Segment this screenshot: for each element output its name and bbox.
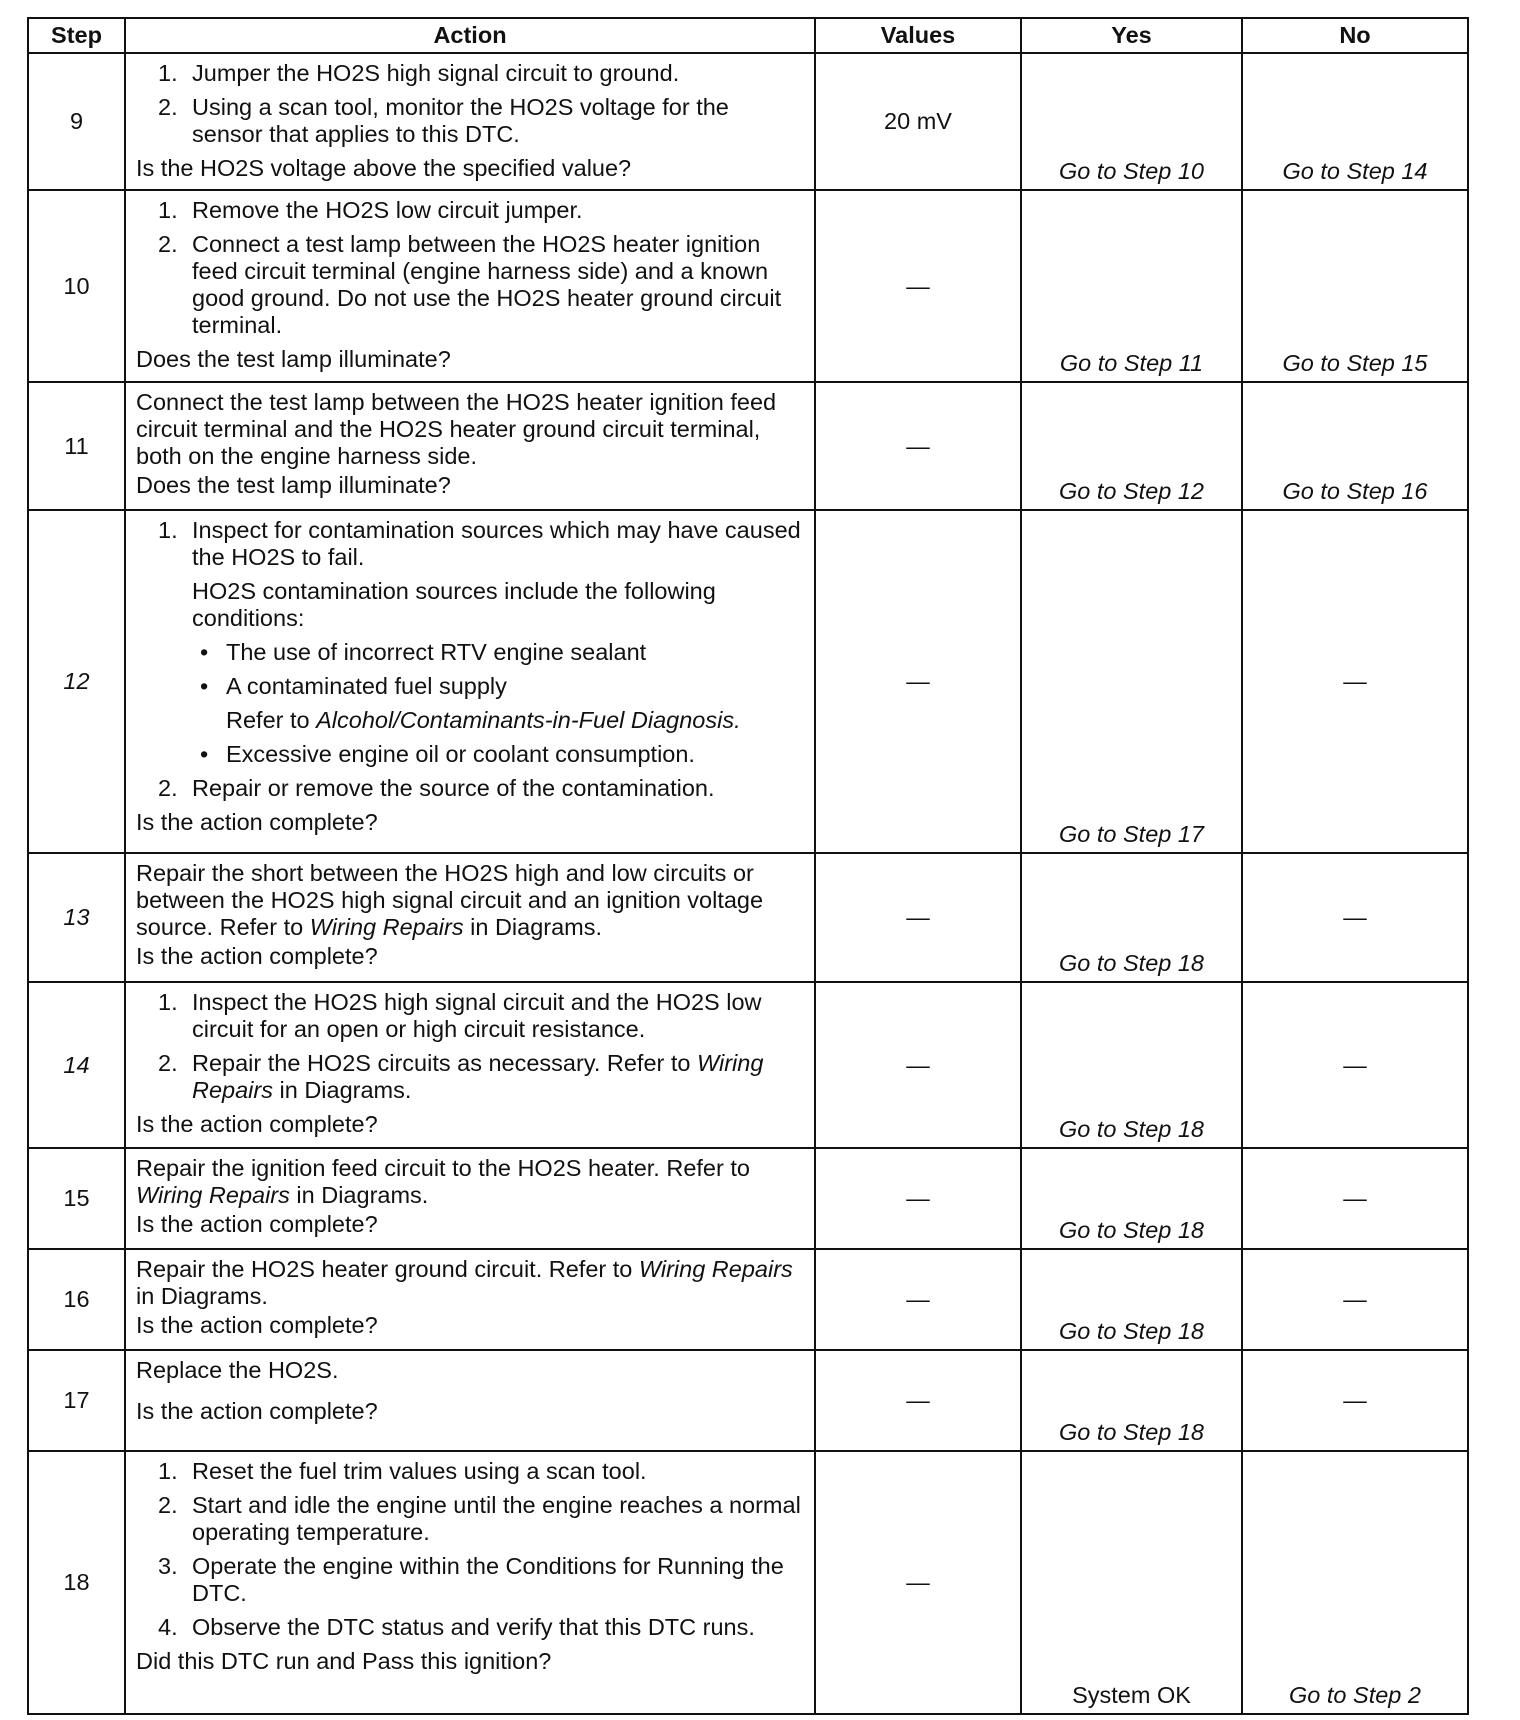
- yes-cell: Go to Step 17: [1021, 510, 1242, 853]
- question: Is the action complete?: [136, 1312, 378, 1338]
- step-number: 13: [28, 853, 125, 982]
- value-cell: —: [815, 510, 1021, 853]
- bullet-item: • A contaminated fuel supply: [200, 673, 507, 699]
- yes-cell: Go to Step 10: [1021, 53, 1242, 190]
- list-item: 2. Start and idle the engine until the engine reaches a normal operating temperature.: [158, 1492, 801, 1545]
- step-number: 15: [28, 1148, 125, 1249]
- wiring-repairs-link[interactable]: Wiring Repairs: [192, 1050, 764, 1103]
- table-row-step-9: [28, 53, 1468, 190]
- list-item: 4. Observe the DTC status and verify that this DTC runs.: [158, 1614, 755, 1640]
- question: Is the action complete?: [136, 1211, 378, 1237]
- step-number: 17: [28, 1350, 125, 1451]
- action-cell: [125, 982, 815, 1148]
- no-cell: —: [1242, 982, 1468, 1148]
- question: Is the action complete?: [136, 943, 378, 969]
- yes-cell: Go to Step 18: [1021, 1350, 1242, 1451]
- yes-cell: System OK: [1021, 1451, 1242, 1714]
- value-cell: —: [815, 853, 1021, 982]
- list-item: 1. Remove the HO2S low circuit jumper.: [158, 197, 583, 223]
- question: Is the action complete?: [136, 1398, 378, 1424]
- no-cell: —: [1242, 853, 1468, 982]
- no-cell: —: [1242, 1350, 1468, 1451]
- action-cell: [125, 853, 815, 982]
- value-cell: —: [815, 1249, 1021, 1350]
- question: Did this DTC run and Pass this ignition?: [136, 1648, 552, 1674]
- action-cell: [125, 1451, 815, 1714]
- action-cell: [125, 1148, 815, 1249]
- list-item: 1. Reset the fuel trim values using a scan tool.: [158, 1458, 647, 1484]
- step-number: 18: [28, 1451, 125, 1714]
- yes-cell: Go to Step 18: [1021, 982, 1242, 1148]
- sub-paragraph: HO2S contamination sources include the following conditions:: [192, 578, 716, 631]
- diagnostic-table: [27, 17, 1469, 1715]
- list-item: 2. Using a scan tool, monitor the HO2S voltage for the sensor that applies to this DTC.: [158, 94, 729, 147]
- table-row-step-15: [28, 1148, 1468, 1249]
- list-item: 1. Inspect for contamination sources which may have caused the HO2S to fail. HO2S contamination sources include the following conditions: • The use of incorrect RTV engine sealant • A contaminated fuel supply Refer to Alcohol/Contaminants-in-Fuel Diagnosis. • Excessive engine oil or coolant consumption.: [158, 517, 804, 768]
- header-values: Values: [815, 18, 1021, 53]
- question: Does the test lamp illuminate?: [136, 346, 451, 372]
- action-cell: [125, 382, 815, 510]
- header-row: [28, 18, 1468, 53]
- yes-cell: Go to Step 18: [1021, 1249, 1242, 1350]
- question: Is the action complete?: [136, 1111, 378, 1137]
- no-cell: Go to Step 16: [1242, 382, 1468, 510]
- action-text: Repair the ignition feed circuit to the HO2S heater. Refer to Wiring Repairs in Diagrams.: [136, 1155, 750, 1208]
- reference-line: Refer to Alcohol/Contaminants-in-Fuel Diagnosis.: [226, 707, 741, 733]
- step-number: 16: [28, 1249, 125, 1350]
- list-item: 2. Repair or remove the source of the contamination.: [158, 775, 715, 801]
- step-number: 10: [28, 190, 125, 382]
- value-cell: —: [815, 382, 1021, 510]
- wiring-repairs-link[interactable]: Wiring Repairs: [638, 1256, 793, 1282]
- reference-link[interactable]: Alcohol/Contaminants-in-Fuel Diagnosis.: [316, 707, 741, 733]
- question: Is the action complete?: [136, 809, 378, 835]
- step-number: 9: [28, 53, 125, 190]
- value-cell: —: [815, 190, 1021, 382]
- no-cell: Go to Step 2: [1242, 1451, 1468, 1714]
- table-row-step-10: [28, 190, 1468, 382]
- step-number: 12: [28, 510, 125, 853]
- value-cell: —: [815, 1451, 1021, 1714]
- no-cell: Go to Step 15: [1242, 190, 1468, 382]
- no-cell: —: [1242, 510, 1468, 853]
- header-step: Step: [28, 18, 125, 53]
- table-row-step-11: [28, 382, 1468, 510]
- table-row-step-14: [28, 982, 1468, 1148]
- value-cell: 20 mV: [815, 53, 1021, 190]
- action-text: Connect the test lamp between the HO2S heater ignition feed circuit terminal and the HO2S heater ground circuit terminal, both on the engine harness side.: [136, 389, 777, 469]
- list-item: 1. Inspect the HO2S high signal circuit and the HO2S low circuit for an open or high circuit resistance.: [158, 989, 762, 1042]
- value-cell: —: [815, 1350, 1021, 1451]
- bullet-item: • The use of incorrect RTV engine sealant: [200, 639, 647, 665]
- no-cell: —: [1242, 1148, 1468, 1249]
- yes-cell: Go to Step 12: [1021, 382, 1242, 510]
- value-cell: —: [815, 982, 1021, 1148]
- header-yes: Yes: [1021, 18, 1242, 53]
- action-cell: [125, 1249, 815, 1350]
- yes-cell: Go to Step 11: [1021, 190, 1242, 382]
- wiring-repairs-link[interactable]: Wiring Repairs: [309, 914, 464, 940]
- list-item: 1. Jumper the HO2S high signal circuit to ground.: [158, 60, 680, 86]
- action-text: Repair the short between the HO2S high and low circuits or between the HO2S high signal circuit and an ignition voltage source. Refer to Wiring Repairs in Diagrams.: [136, 860, 764, 940]
- yes-cell: Go to Step 18: [1021, 1148, 1242, 1249]
- question: Is the HO2S voltage above the specified value?: [136, 155, 632, 181]
- table-row-step-12: [28, 510, 1468, 853]
- header-action: Action: [125, 18, 815, 53]
- step-number: 11: [28, 382, 125, 510]
- action-text: Replace the HO2S.: [136, 1357, 339, 1383]
- list-item: 3. Operate the engine within the Conditions for Running the DTC.: [158, 1553, 784, 1606]
- value-cell: —: [815, 1148, 1021, 1249]
- step-number: 14: [28, 982, 125, 1148]
- bullet-item: • Excessive engine oil or coolant consumption.: [200, 741, 695, 767]
- action-cell: [125, 190, 815, 382]
- question: Does the test lamp illuminate?: [136, 472, 451, 498]
- header-no: No: [1242, 18, 1468, 53]
- action-cell: [125, 510, 815, 853]
- action-cell: [125, 53, 815, 190]
- table-row-step-16: [28, 1249, 1468, 1350]
- table-row-step-18: [28, 1451, 1468, 1714]
- list-item: 2. Connect a test lamp between the HO2S heater ignition feed circuit terminal (engine harness side) and a known good ground. Do not use the HO2S heater ground circuit terminal.: [158, 231, 782, 338]
- no-cell: Go to Step 14: [1242, 53, 1468, 190]
- wiring-repairs-link[interactable]: Wiring Repairs: [136, 1182, 290, 1208]
- no-cell: —: [1242, 1249, 1468, 1350]
- table-row-step-13: [28, 853, 1468, 982]
- action-text: Repair the HO2S heater ground circuit. Refer to Wiring Repairs in Diagrams.: [136, 1256, 793, 1309]
- action-cell: [125, 1350, 815, 1451]
- list-item: 2. Repair the HO2S circuits as necessary. Refer to Wiring Repairs in Diagrams.: [158, 1050, 764, 1103]
- table-row-step-17: [28, 1350, 1468, 1451]
- yes-cell: Go to Step 18: [1021, 853, 1242, 982]
